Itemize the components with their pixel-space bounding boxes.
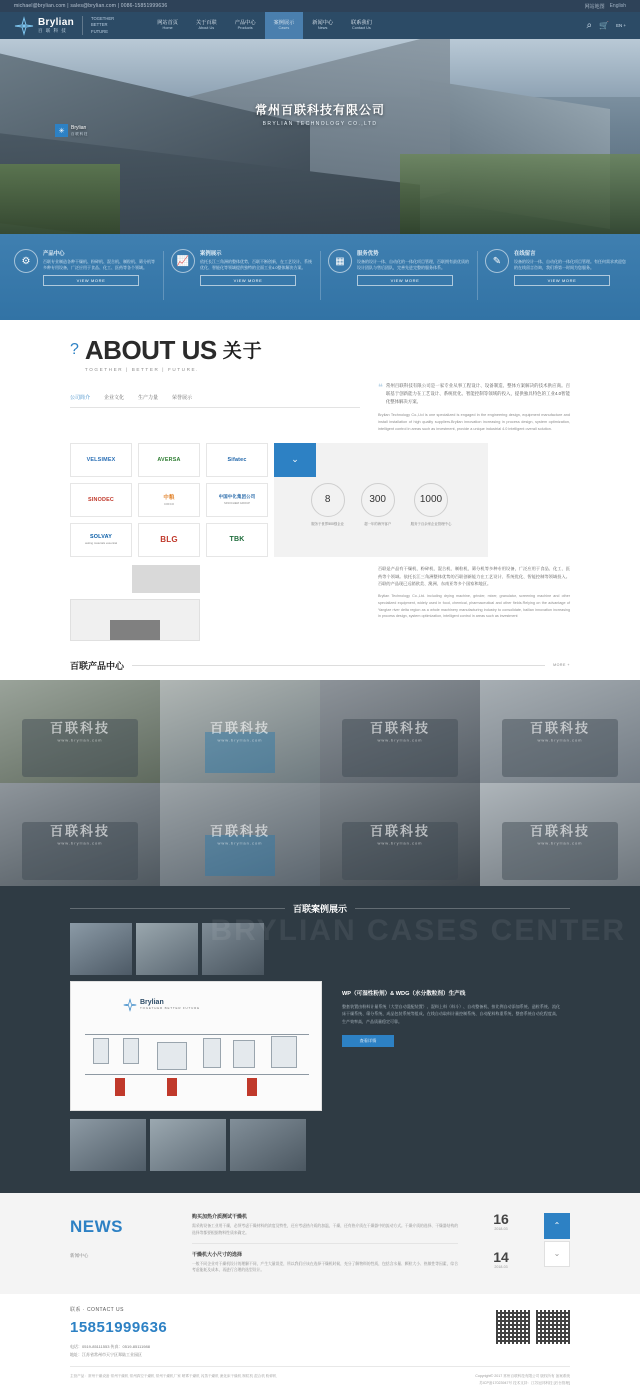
qr-codes <box>370 1306 570 1358</box>
news-excerpt: 需采购设备工业用干燥，必须考虑干燥材料的浓度及特性，还应考虑热介质的加温，干燥，还有热介质在干燥器中的流动方式。干燥介质的选择、干燥器结构的选择等都要根据物料性质来确定。 <box>192 1223 458 1235</box>
feature-card-service[interactable] <box>322 245 475 320</box>
hero-badge-name: Brylian <box>71 125 87 132</box>
main-nav <box>148 12 381 39</box>
partner-logo-name: AVERSA <box>157 456 181 463</box>
nav-label-cn: 联系我们 <box>351 20 372 27</box>
product-card[interactable] <box>0 680 160 783</box>
watermark: 百联科技 www.brylian.com <box>369 720 431 743</box>
stat-value: 8 <box>311 483 345 517</box>
diagram-pipe <box>85 1034 309 1035</box>
feature-body <box>357 249 471 320</box>
partner-logo-grid <box>70 443 268 557</box>
nav-label-cn: 网站首页 <box>157 20 178 27</box>
news-list <box>192 1209 458 1280</box>
hero-title-block <box>255 101 385 127</box>
stats-panel <box>274 443 488 557</box>
about-paragraph2-cn: 百联是产品有干燥机、粉碎机、混合机、制粒机、筛分机等多种专用设备，广泛应用于食品、化工、医药等个领域。依托长江三角洲整体优势的百联创新能力在工艺设计、系统优化、智能控制等领域投入。百联的产品现已远销欧美、澳洲、东南亚等多个国家和地区。 <box>378 565 570 587</box>
qr-wechat <box>536 1310 570 1344</box>
diagram-valve <box>247 1078 257 1096</box>
header-tools <box>587 20 626 31</box>
nav-label-en: Cases <box>278 26 290 31</box>
product-card[interactable] <box>320 783 480 886</box>
stat-value: 1000 <box>414 483 448 517</box>
nav-label-en: Products <box>237 26 253 31</box>
cases-thumb-row-bottom <box>70 1119 570 1171</box>
nav-item-home[interactable] <box>148 12 187 39</box>
contact-inner <box>70 1306 570 1358</box>
site-logo[interactable] <box>14 16 74 36</box>
down-arrow-icon[interactable]: ⌄ <box>544 1241 570 1267</box>
watermark: 百联科技 www.brylian.com <box>209 823 271 846</box>
case-description: 整套装置由粉料计量系统（大型自动混配装置）、混料上料（料斗）、自动整备机、按比例自动添加系统、造粒系统、流化床干燥系统、筛分系统、成品包装系统等组成。在线自动取料计量控制系统、自动配料称重系统，整套系统自动化程度高，生产效率高，产品质量稳定可靠。 <box>342 1003 560 1024</box>
cases-ghost-text: BRYLIAN CASES CENTER <box>210 913 626 947</box>
search-icon[interactable]: ⌕ <box>586 20 593 31</box>
partner-logo-name: VELSIMEX <box>86 456 116 463</box>
diagram-vessel <box>203 1038 221 1068</box>
feature-title: 案例展示 <box>200 251 222 257</box>
about-photo-team <box>70 599 200 641</box>
qr-mobile-site <box>496 1310 530 1344</box>
news-body <box>192 1213 458 1237</box>
topbar-links <box>585 3 626 10</box>
topbar-link-english[interactable]: English <box>609 3 626 9</box>
case-thumbnail[interactable] <box>230 1119 306 1171</box>
case-thumbnail[interactable] <box>150 1119 226 1171</box>
news-date <box>472 1209 530 1231</box>
diagram-vessel <box>123 1038 139 1064</box>
feature-desc: 设备的设计一体、自动化的一体化项目管理。有任何需求欢迎您的在线留言咨询，我们将第一时间为您服务。 <box>514 259 626 271</box>
case-detail-button[interactable]: 查看详情 <box>342 1035 394 1047</box>
chevron-down-icon[interactable]: ⌄ <box>274 443 316 477</box>
case-thumbnail[interactable] <box>136 923 198 975</box>
logo-text <box>38 18 74 34</box>
feature-title: 在线留言 <box>514 251 536 257</box>
news-month: 2018-03 <box>494 1226 508 1231</box>
watermark: 百联科技 www.brylian.com <box>529 720 591 743</box>
partner-logo[interactable] <box>206 523 268 557</box>
copyright-text: Copyright© 2017 常州百联科技有限公司 版权所有 备案系统 <box>475 1374 570 1379</box>
news-item[interactable] <box>192 1209 458 1243</box>
feature-card-cases[interactable] <box>165 245 318 320</box>
nav-item-contact[interactable] <box>342 12 381 39</box>
about-title-group <box>85 336 263 372</box>
qr-pattern <box>536 1310 570 1344</box>
footer-copyright <box>0 1367 640 1397</box>
about-header <box>70 336 570 372</box>
diagram-vessel <box>93 1038 109 1064</box>
nav-label-cn: 新闻中心 <box>312 20 334 27</box>
case-thumbnail[interactable] <box>70 1119 146 1171</box>
partner-logo[interactable] <box>138 483 200 517</box>
partner-logo[interactable] <box>70 483 132 517</box>
watermark: 百联科技 www.brylian.com <box>49 823 111 846</box>
nav-label-en: Home <box>162 26 173 31</box>
nav-label-en: News <box>317 26 328 31</box>
feature-more-button[interactable]: VIEW MORE <box>357 275 453 286</box>
about-columns <box>70 382 570 433</box>
partner-logo[interactable] <box>138 523 200 557</box>
partner-logo-name: 中国中化集团公司 <box>218 494 256 500</box>
partner-logo-name: Sifatec <box>227 456 247 463</box>
about-paragraph-cn: 常州百联科技有限公司是一家专业从事工程设计、设备制造、整体方案解决的技术供应商。百联基于创新能力在工艺设计、系统优化、智能控制等领域的投入，提供独具特色的工业4.0智能化整体解决方案。 <box>385 383 570 405</box>
nav-label-cn: 产品中心 <box>234 20 256 27</box>
nav-item-products[interactable] <box>226 12 265 39</box>
product-card[interactable] <box>160 680 320 783</box>
news-section <box>0 1193 640 1294</box>
partner-logo-sub: SINOCHEM GROUP <box>223 501 251 506</box>
logo-tagline: TOGETHER BETTER FUTURE <box>82 16 114 35</box>
divider <box>70 908 285 909</box>
question-mark-icon: ? <box>70 341 79 358</box>
hero-logo-badge <box>55 124 87 137</box>
about-right <box>378 382 570 433</box>
news-dates <box>472 1209 530 1280</box>
partner-logo-name: SINODEC <box>88 496 114 503</box>
news-month: 2018-03 <box>494 1264 508 1269</box>
product-card[interactable] <box>480 783 640 886</box>
news-pager <box>544 1209 570 1280</box>
product-card[interactable] <box>480 680 640 783</box>
hero-badge-sub: 百 联 科 技 <box>71 131 88 136</box>
case-thumbnail[interactable] <box>70 923 132 975</box>
stat-label: 超一年的海外客户 <box>364 521 392 526</box>
news-headline: 购买加热介质测试干燥机 <box>192 1213 248 1220</box>
news-inner <box>70 1209 570 1280</box>
about-inner <box>70 336 570 641</box>
news-day: 16 <box>493 1210 509 1227</box>
watermark: 百联科技 www.brylian.com <box>49 720 111 743</box>
feature-more-button[interactable]: VIEW MORE <box>200 275 296 286</box>
about-title-sub: TOGETHER | BETTER | FUTURE. <box>84 367 200 372</box>
qr-pattern <box>496 1310 530 1344</box>
contact-info <box>70 1306 370 1358</box>
about-secondary-text <box>378 565 570 641</box>
partner-logo-sub: COFCO <box>163 502 175 507</box>
cases-section <box>0 886 640 1193</box>
diagram-logo <box>123 998 200 1012</box>
divider <box>355 908 570 909</box>
hero-badge-text <box>71 125 87 136</box>
contact-line-tel: 电话：0519-85111553 传真：0519-85111988 <box>70 1344 150 1350</box>
product-card[interactable] <box>0 783 160 886</box>
news-day: 14 <box>493 1248 509 1265</box>
diagram-pipe <box>85 1074 309 1075</box>
footer-keywords: 主营产品：常州干燥设备 常州干燥机 常州真空干燥机 常州干燥机厂家 喷雾干燥机 闪蒸干燥机 流化床干燥机 制粒机 混合机 粉碎机 <box>70 1374 277 1379</box>
news-date <box>472 1247 530 1269</box>
divider <box>132 665 545 666</box>
copyright-right <box>370 1373 570 1387</box>
about-section <box>0 320 640 641</box>
team-silhouette <box>110 620 160 640</box>
watermark: 百联科技 www.brylian.com <box>209 720 271 743</box>
hero-foliage-right <box>400 154 640 234</box>
icp-text: 苏ICP备17023947号 技术支持：江苏冠邦科技 [后台管理] <box>479 1381 570 1386</box>
partner-logo[interactable] <box>206 483 268 517</box>
news-body <box>192 1251 458 1275</box>
quote-icon: ❝ <box>378 382 383 392</box>
grid-icon: ▦ <box>328 249 352 273</box>
stat-value: 300 <box>361 483 395 517</box>
about-title-en: ABOUT US <box>84 335 217 365</box>
cart-icon[interactable]: 🛒 <box>599 21 610 30</box>
partner-logo[interactable] <box>138 443 200 477</box>
about-photo-small <box>132 565 200 593</box>
about-paragraph2-en: Brylian Technology Co.,Ltd. including drying machine, grinder, mixer, granulator, screening machine and other specialized equipment, widely used in food, chemical, pharmaceutical and other fields.Relying on the advantage of Yangtze river delta region as a whole machinery manufacturing industry to consolidate, bailian innovation increasing in process design, system optimization, intelligent control in areas such as investment <box>378 594 570 619</box>
partner-logo-name: 中粮 <box>163 495 175 502</box>
about-photos <box>70 565 200 641</box>
nav-label-cn: 案例展示 <box>273 20 295 27</box>
feature-strip <box>0 234 640 320</box>
site-header <box>0 12 640 39</box>
case-title: WP（可湿性粉剂）& WDG（水分散粒剂）生产线 <box>342 990 466 997</box>
about-left <box>70 382 360 433</box>
watermark: 百联科技 www.brylian.com <box>369 823 431 846</box>
partner-logo-sub: asking materials essential <box>84 541 118 546</box>
hero-banner <box>0 39 640 234</box>
contact-section <box>0 1294 640 1397</box>
products-grid <box>0 680 640 886</box>
utility-topbar <box>0 0 640 12</box>
tab-honors[interactable]: 荣誉展示 <box>172 395 193 401</box>
news-subtitle: 新闻中心 <box>70 1252 89 1258</box>
brylian-star-icon <box>123 998 137 1012</box>
about-paragraph-en: Brylian Technology Co.,Ltd is one specialized is engaged in the engineering design, equipment manufacture and install installation of high quality suppliers.Brylian innovation increasing in process design, system optimization, intelligent control in areas such as investment, provide a unique industrial 4.0 intelligent overall solution. <box>378 413 570 432</box>
partner-logo-name: TBK <box>229 536 245 544</box>
diagram-logo-text: Brylian <box>140 999 164 1007</box>
feature-desc: 依托长江三角洲的整体优势，百联不断创新，在工艺设计、系统优化、智能化等领域提供独特的全面工业4.0整体解决方案。 <box>200 259 312 271</box>
hero-title-cn: 常州百联科技有限公司 <box>254 103 386 117</box>
hero-foliage-left <box>0 164 120 234</box>
news-headline: 干燥机大小尺寸的选择 <box>192 1251 243 1258</box>
diagram-vessel <box>233 1040 255 1068</box>
products-title: 百联产品中心 <box>70 660 125 671</box>
partner-logo-area <box>70 443 570 557</box>
nav-label-en: Contact Us <box>352 26 371 31</box>
case-detail <box>328 981 570 1111</box>
news-item[interactable] <box>192 1243 458 1281</box>
products-header <box>70 659 570 672</box>
watermark: 百联科技 www.brylian.com <box>529 823 591 846</box>
tab-company-profile[interactable]: 公司简介 <box>70 395 91 401</box>
about-tabs <box>70 394 360 408</box>
nav-label-cn: 关于百联 <box>195 20 217 27</box>
feature-body <box>514 249 628 320</box>
news-title: NEWS <box>70 1216 123 1236</box>
contact-label: 联系 · CONTACT US <box>70 1307 124 1314</box>
contact-line-address: 地址：江苏省常州市天宁区郑陆工业园区 <box>70 1351 142 1357</box>
lang-switch-button[interactable]: EN + <box>616 23 626 28</box>
contact-phone: 15851999636 <box>70 1319 168 1337</box>
products-section <box>0 659 640 886</box>
copyright-inner <box>70 1373 570 1387</box>
stat-item <box>361 483 395 526</box>
logo-en: Brylian <box>38 16 75 28</box>
gear-icon: ⚙ <box>14 249 38 273</box>
diagram-vessel <box>271 1036 297 1068</box>
feature-title: 产品中心 <box>43 251 65 257</box>
cases-title: 百联案例展示 <box>293 903 348 914</box>
products-more-link[interactable]: MORE + <box>553 663 570 668</box>
pen-icon: ✎ <box>485 249 509 273</box>
partner-logo-name: SOLVAY <box>89 534 113 541</box>
partner-logo[interactable] <box>206 443 268 477</box>
diagram-valve <box>115 1078 125 1096</box>
feature-body <box>43 249 157 320</box>
nav-item-cases[interactable] <box>265 12 304 39</box>
stat-label: 服务于世界500强企业 <box>311 521 345 526</box>
news-excerpt: 一般不同企业对干燥机设计的理解不同，产生大量误差，所以我们应该在选择干燥机时候，充分了解物料的性质，包括含水量、颗粒大小、热敏性等因素，综合考虑能耗及成本，再进行合理的选型设计。 <box>192 1261 458 1273</box>
stat-item <box>411 483 452 526</box>
product-card[interactable] <box>320 680 480 783</box>
up-arrow-icon[interactable]: ⌃ <box>544 1213 570 1239</box>
chart-icon: 📈 <box>171 249 195 273</box>
feature-card-products[interactable] <box>8 245 161 320</box>
snowflake-icon: ✳ <box>55 124 68 137</box>
cases-main <box>70 981 570 1111</box>
tab-company-culture[interactable]: 企业文化 <box>104 395 125 401</box>
process-flow-diagram[interactable] <box>70 981 322 1111</box>
diagram-logo-sub: TOGETHER BETTER FUTURE <box>140 1006 200 1011</box>
nav-label-en: About Us <box>198 26 215 31</box>
feature-title: 服务优势 <box>357 251 379 257</box>
topbar-contact: michael@brylian.com | sales@brylian.com | 0086-15851999636 <box>14 3 168 9</box>
partner-logo-name: BLG <box>160 535 178 545</box>
feature-desc: 设备的设计一体、自动化的一体化项目管理，百联拥有最优质的设计团队与售后团队，完善先进完整的服务体系。 <box>357 259 469 271</box>
feature-more-button[interactable]: VIEW MORE <box>514 275 610 286</box>
news-heading-block <box>70 1209 178 1280</box>
nav-item-about[interactable] <box>187 12 226 39</box>
topbar-link-sitemap[interactable]: 网站地图 <box>584 3 605 10</box>
about-lower <box>70 565 570 641</box>
tab-production-capacity[interactable]: 生产力量 <box>138 395 159 401</box>
brylian-star-icon <box>14 16 34 36</box>
product-card[interactable] <box>160 783 320 886</box>
diagram-vessel <box>157 1042 187 1070</box>
about-title-cn: 关于 <box>222 341 263 362</box>
feature-desc: 百联专业制造各种干燥机、粉碎机、混合机、制粒机、筛分机等多种专用设备，广泛应用于食品、化工、医药等各个领域。 <box>43 259 155 271</box>
stat-label: 服务于百余家企业管理中心 <box>410 521 452 526</box>
nav-item-news[interactable] <box>303 12 342 39</box>
feature-body <box>200 249 314 320</box>
feature-card-message[interactable] <box>479 245 632 320</box>
partner-logo[interactable] <box>70 443 132 477</box>
logo-cn: 百 联 科 技 <box>38 27 67 33</box>
hero-title-en: BRYLIAN TECHNOLOGY CO.,LTD <box>262 121 378 127</box>
diagram-valve <box>167 1078 177 1096</box>
stat-item <box>311 483 345 526</box>
partner-logo[interactable] <box>70 523 132 557</box>
feature-more-button[interactable]: VIEW MORE <box>43 275 139 286</box>
